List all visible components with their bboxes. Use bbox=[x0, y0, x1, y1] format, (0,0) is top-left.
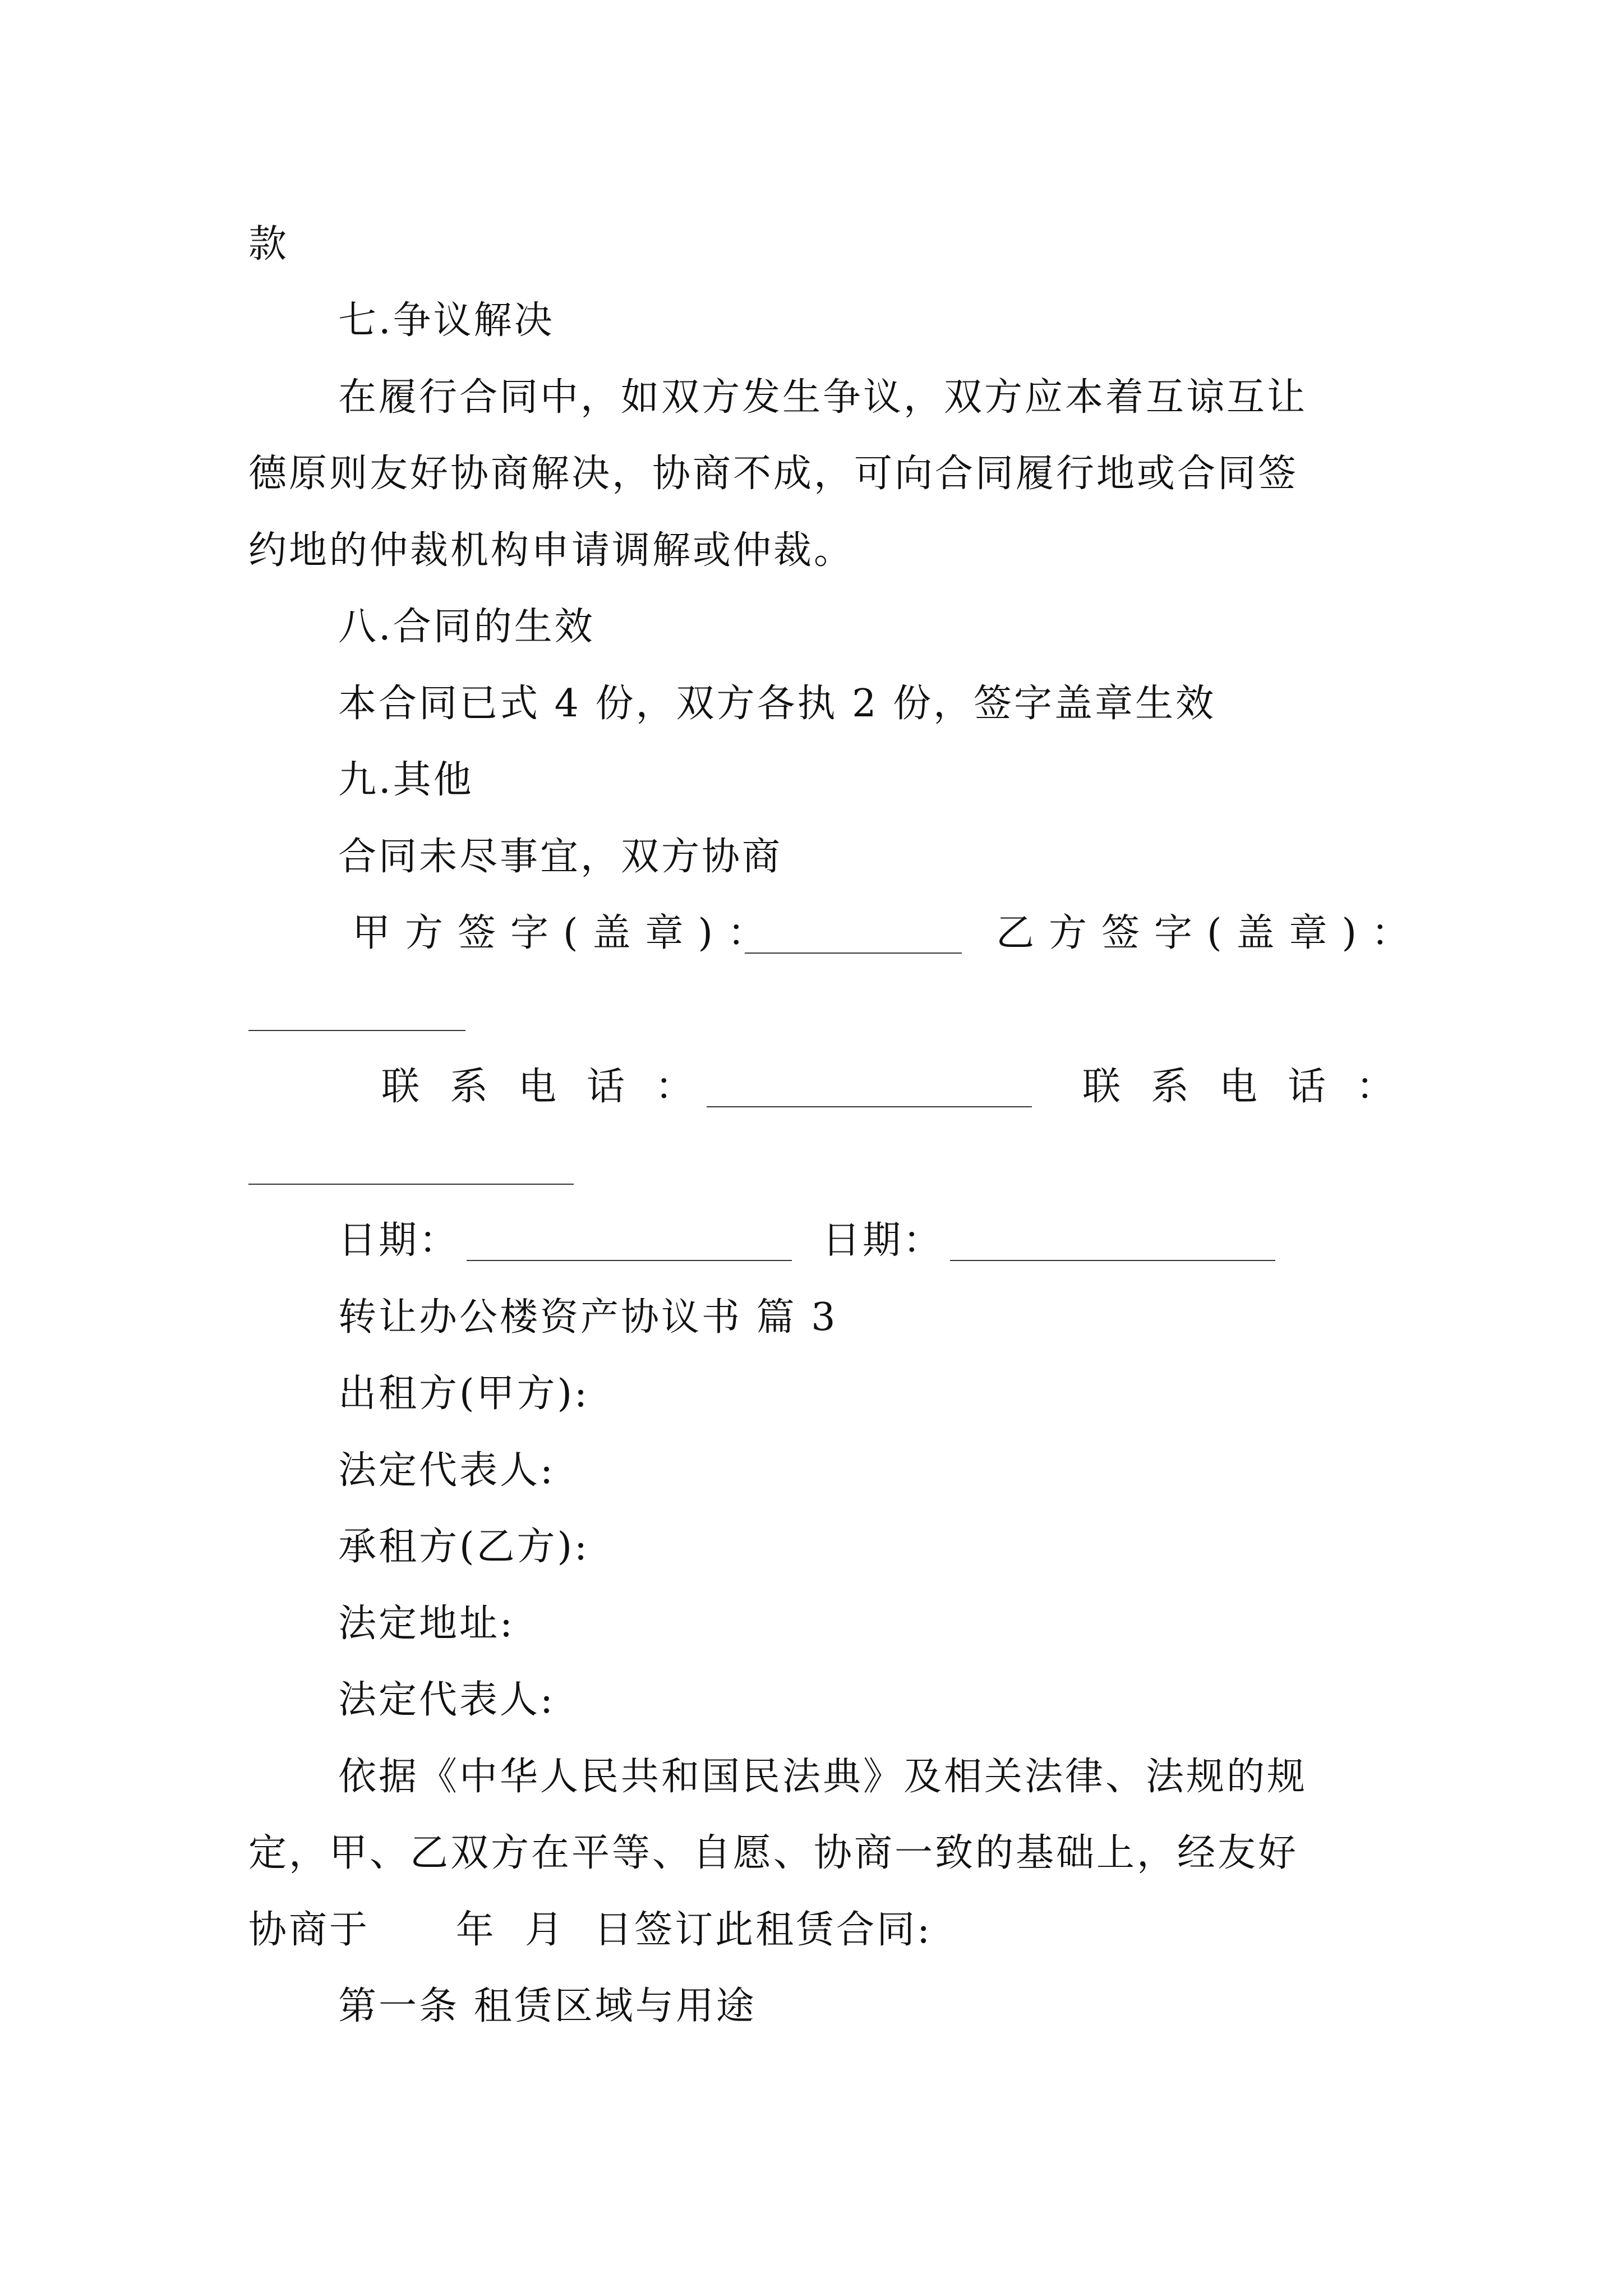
party-a-signature-blank bbox=[745, 953, 962, 954]
paragraph-line: 依据《中华人民共和国民法典》及相关法律、法规的规 bbox=[338, 1755, 1308, 1799]
party-b-signature-label: 乙方签字(盖章)： bbox=[996, 911, 1424, 955]
party-b-phone-blank bbox=[248, 1184, 574, 1185]
form-field-label: 法定代表人: bbox=[338, 1448, 555, 1493]
party-a-phone-blank bbox=[707, 1106, 1032, 1107]
section-heading: 八.合同的生效 bbox=[338, 605, 595, 649]
document-title: 转让办公楼资产协议书 篇 3 bbox=[338, 1295, 838, 1340]
party-a-phone-label: 联系电话： bbox=[381, 1065, 724, 1109]
party-a-date-label: 日期： bbox=[338, 1218, 460, 1263]
party-b-date-blank bbox=[950, 1260, 1275, 1261]
article-heading: 第一条 租赁区域与用途 bbox=[338, 1984, 757, 2028]
form-field-label: 出租方(甲方): bbox=[338, 1372, 589, 1416]
paragraph-line: 约地的仲裁机构申请调解或仲裁。 bbox=[248, 528, 855, 573]
party-a-date-blank bbox=[467, 1260, 792, 1261]
party-a-signature-label: 甲方签字(盖章)： bbox=[352, 911, 781, 955]
paragraph-line: 定，甲、乙双方在平等、自愿、协商一致的基础上，经友好 bbox=[248, 1831, 1299, 1875]
paragraph-line: 协商于 年 月 日签订此租赁合同: bbox=[248, 1908, 933, 1952]
paragraph-line: 合同未尽事宜，双方协商 bbox=[338, 835, 783, 879]
party-b-phone-label: 联系电话： bbox=[1082, 1065, 1425, 1109]
paragraph-line: 本合同已式 4 份，双方各执 2 份，签字盖章生效 bbox=[338, 682, 1216, 726]
form-field-label: 承租方(乙方): bbox=[338, 1525, 589, 1569]
text-line: 款 bbox=[248, 222, 289, 266]
form-field-label: 法定地址: bbox=[338, 1602, 515, 1646]
party-b-date-label: 日期： bbox=[822, 1218, 944, 1263]
paragraph-line: 在履行合同中，如双方发生争议，双方应本着互谅互让 bbox=[338, 375, 1308, 420]
party-b-signature-blank bbox=[248, 1030, 465, 1031]
section-heading: 七.争议解决 bbox=[338, 298, 555, 343]
form-field-label: 法定代表人: bbox=[338, 1678, 555, 1722]
paragraph-line: 德原则友好协商解决，协商不成，可向合同履行地或合同签 bbox=[248, 452, 1299, 496]
section-heading: 九.其他 bbox=[338, 758, 474, 802]
